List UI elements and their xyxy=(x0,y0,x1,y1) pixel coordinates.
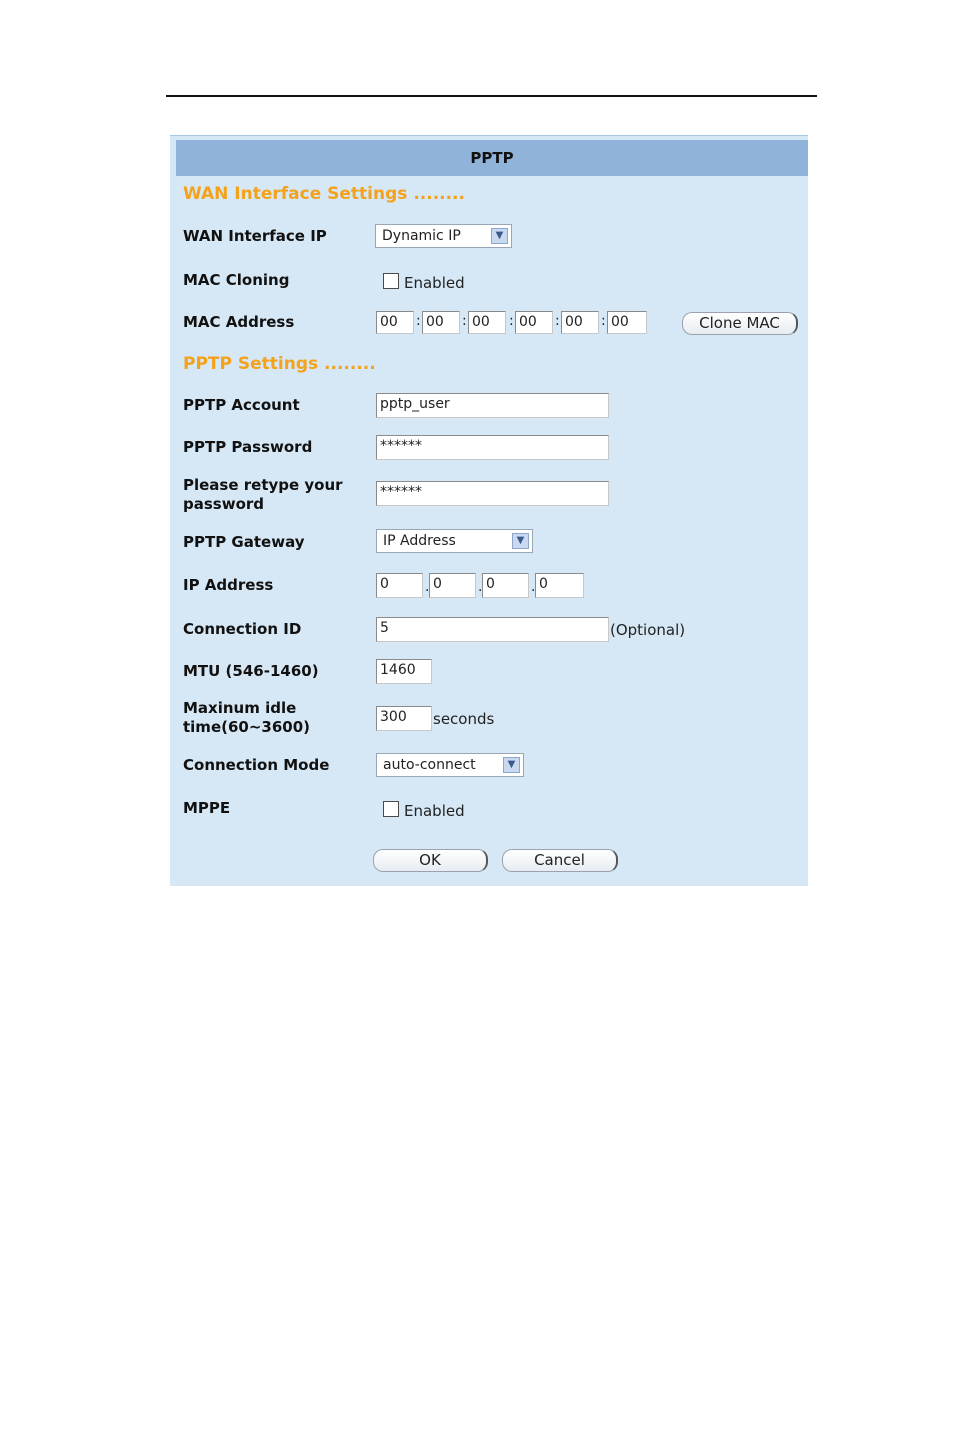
pptp-gateway-select[interactable] xyxy=(376,529,533,553)
mac-octet-3-input[interactable]: 00 xyxy=(468,311,506,334)
pptp-account-label: PPTP Account xyxy=(183,396,300,414)
cancel-button[interactable]: Cancel xyxy=(502,849,618,872)
max-idle-time-label: Maxinum idle time(60~3600) xyxy=(183,699,311,736)
mtu-label: MTU (546-1460) xyxy=(183,662,319,680)
ip-separator: . xyxy=(531,579,536,595)
mac-octet-4-input[interactable]: 00 xyxy=(515,311,553,334)
connection-mode-label: Connection Mode xyxy=(183,756,330,774)
ok-button[interactable]: OK xyxy=(373,849,488,872)
mac-octet-6-input[interactable]: 00 xyxy=(607,311,647,334)
clone-mac-button[interactable]: Clone MAC xyxy=(682,312,798,335)
wan-section-title: WAN Interface Settings ........ xyxy=(183,184,465,204)
mac-address-label: MAC Address xyxy=(183,313,295,331)
connection-id-input[interactable]: 5 xyxy=(376,617,609,642)
mppe-checkbox[interactable] xyxy=(383,801,399,817)
wan-interface-ip-value: Dynamic IP xyxy=(382,228,461,244)
ip-address-label: IP Address xyxy=(183,576,274,594)
ip-octet-4-input[interactable]: 0 xyxy=(535,573,584,598)
ip-octet-3-input[interactable]: 0 xyxy=(482,573,529,598)
chevron-down-icon: ▼ xyxy=(512,533,529,549)
retype-password-input[interactable]: ****** xyxy=(376,481,609,506)
mppe-enabled-text: Enabled xyxy=(404,802,465,820)
mac-cloning-label: MAC Cloning xyxy=(183,271,290,289)
ip-octet-1-input[interactable]: 0 xyxy=(376,573,423,598)
pptp-account-input[interactable]: pptp_user xyxy=(376,393,609,418)
pptp-gateway-label: PPTP Gateway xyxy=(183,533,305,551)
ip-separator: . xyxy=(425,579,430,595)
max-idle-time-unit: seconds xyxy=(433,710,495,728)
connection-mode-value: auto-connect xyxy=(383,757,476,773)
retype-password-label: Please retype your password xyxy=(183,476,343,513)
connection-mode-select[interactable] xyxy=(376,753,524,777)
pptp-password-input[interactable]: ****** xyxy=(376,435,609,460)
mac-octet-2-input[interactable]: 00 xyxy=(422,311,460,334)
mac-separator: : xyxy=(416,313,421,329)
mac-octet-5-input[interactable]: 00 xyxy=(561,311,599,334)
chevron-down-icon: ▼ xyxy=(491,228,508,244)
max-idle-time-input[interactable]: 300 xyxy=(376,706,432,731)
mac-separator: : xyxy=(509,313,514,329)
mppe-label: MPPE xyxy=(183,799,231,817)
connection-id-optional-note: (Optional) xyxy=(610,621,686,639)
pptp-password-label: PPTP Password xyxy=(183,438,313,456)
page-header-rule xyxy=(166,95,817,97)
connection-id-label: Connection ID xyxy=(183,620,302,638)
wan-interface-ip-select[interactable] xyxy=(375,224,512,248)
chevron-down-icon: ▼ xyxy=(503,757,520,773)
mtu-input[interactable]: 1460 xyxy=(376,659,432,684)
mac-cloning-enabled-text: Enabled xyxy=(404,274,465,292)
pptp-gateway-value: IP Address xyxy=(383,533,456,549)
ip-octet-2-input[interactable]: 0 xyxy=(429,573,476,598)
pptp-settings-panel xyxy=(170,135,808,886)
wan-interface-ip-label: WAN Interface IP xyxy=(183,227,327,245)
mac-cloning-checkbox[interactable] xyxy=(383,273,399,289)
mac-separator: : xyxy=(601,313,606,329)
mac-separator: : xyxy=(555,313,560,329)
mac-separator: : xyxy=(462,313,467,329)
mac-octet-1-input[interactable]: 00 xyxy=(376,311,414,334)
pptp-section-title: PPTP Settings ........ xyxy=(183,354,376,374)
panel-title: PPTP xyxy=(176,140,808,176)
ip-separator: . xyxy=(478,579,483,595)
